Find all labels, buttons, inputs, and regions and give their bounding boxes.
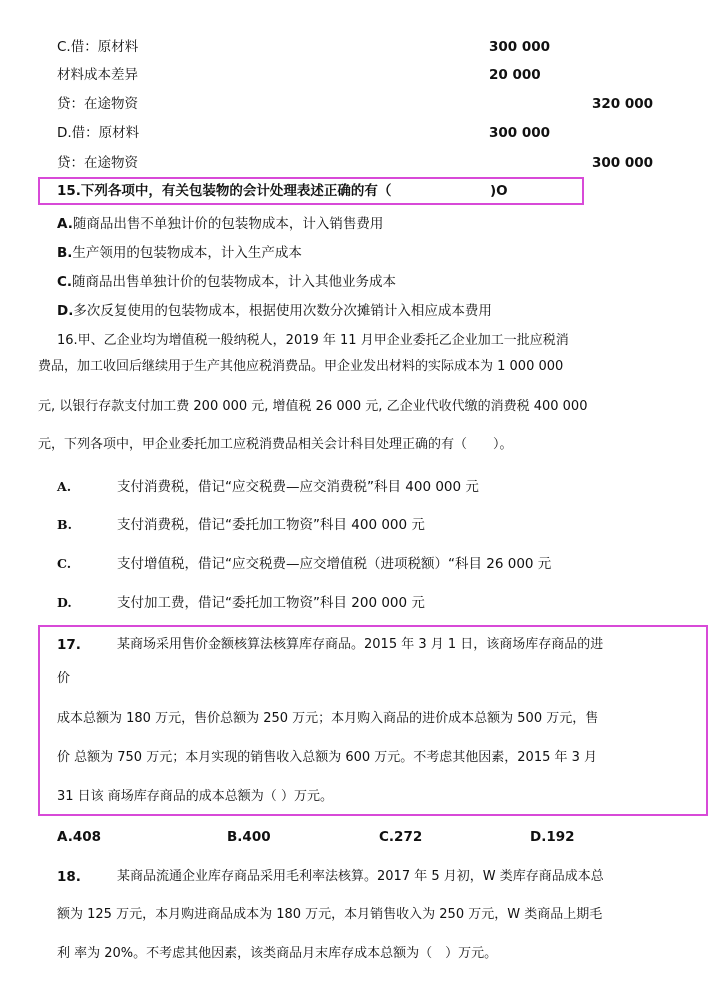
- journal-account: 贷：在途物资: [57, 96, 138, 112]
- option-text: 随商品出售单独计价的包装物成本，计入其他业务成本: [72, 274, 397, 290]
- question-16-option-c: 支付增值税，借记“应交税费—应交增值税（进项税额）“科目 26 000 元: [117, 556, 552, 572]
- question-16-line: 元，下列各项中，甲企业委托加工应税消费品相关会计科目处理正确的有（ ）。: [38, 437, 513, 452]
- question-17-line: 成本总额为 180 万元，售价总额为 250 万元；本月购入商品的进价成本总额为 500 万元，售: [57, 711, 599, 726]
- option-value: 408: [72, 829, 102, 845]
- question-number: 18.: [57, 869, 81, 885]
- journal-account: D.借：原材料: [57, 125, 140, 141]
- question-number: 17.: [57, 637, 81, 653]
- option-letter: D.: [530, 829, 547, 845]
- question-16-line: 16.甲、乙企业均为增值税一般纳税人，2019 年 11 月甲企业委托乙企业加工一批应税消: [57, 333, 569, 348]
- option-value: 272: [394, 829, 423, 845]
- option-letter: D.: [57, 303, 74, 319]
- journal-debit: 20 000: [489, 67, 541, 83]
- question-17-line: 某商场采用售价金额核算法核算库存商品。2015 年 3 月 1 日，该商场库存商品的进: [117, 637, 604, 652]
- question-16-line: 元, 以银行存款支付加工费 200 000 元, 增值税 26 000 元, 乙企业代收代缴的消费税 400 000: [38, 399, 588, 414]
- question-18-line: 某商品流通企业库存商品采用毛利率法核算。2017 年 5 月初，W 类库存商品成本总: [117, 869, 604, 884]
- journal-credit: 320 000: [592, 96, 654, 112]
- question-17-line: 价: [57, 671, 71, 686]
- option-letter: B.: [227, 829, 243, 845]
- question-17-option-b: [227, 828, 271, 846]
- journal-account: 贷：在途物资: [57, 155, 138, 171]
- journal-debit: 300 000: [489, 39, 551, 55]
- question-15-option-d: [57, 302, 492, 320]
- question-17-option-d: [530, 828, 575, 846]
- option-letter: C.: [57, 556, 72, 571]
- option-letter: B.: [57, 245, 73, 261]
- question-16-line: 费品，加工收回后继续用于生产其他应税消费品。甲企业发出材料的实际成本为 1 000 000: [38, 359, 564, 374]
- question-16-option-d: 支付加工费，借记“委托加工物资”科目 200 000 元: [117, 595, 425, 611]
- question-number: 15.: [57, 183, 81, 199]
- option-value: 192: [546, 829, 575, 845]
- question-17-option-c: [379, 828, 422, 846]
- question-17-line: 价 总额为 750 万元；本月实现的销售收入总额为 600 万元。不考虑其他因素，2015 年 3 月: [57, 750, 598, 765]
- option-letter: A.: [57, 829, 73, 845]
- option-text: 随商品出售不单独计价的包装物成本，计入销售费用: [72, 216, 384, 232]
- option-value: 400: [242, 829, 271, 845]
- option-letter: D.: [57, 595, 72, 610]
- question-stem: 下列各项中，有关包装物的会计处理表述正确的有（: [80, 183, 392, 199]
- option-text: 生产领用的包装物成本，计入生产成本: [72, 245, 302, 261]
- question-15-option-b: [57, 244, 302, 262]
- question-15-option-c: [57, 273, 396, 291]
- option-letter: C.: [379, 829, 395, 845]
- question-17-line: 31 日该 商场库存商品的成本总额为（ ）万元。: [57, 789, 333, 804]
- option-letter: B.: [57, 517, 72, 532]
- option-letter: A.: [57, 479, 72, 494]
- question-18-line: 额为 125 万元，本月购进商品成本为 180 万元，本月销售收入为 250 万元，W 类商品上期毛: [57, 907, 603, 922]
- question-18-line: 利 率为 20%。不考虑其他因素，该类商品月末库存成本总额为（ ）万元。: [57, 946, 498, 961]
- question-17-option-a: [57, 828, 101, 846]
- journal-account: C.借：原材料: [57, 39, 139, 55]
- question-15-stem: [57, 182, 391, 200]
- question-16-option-b: 支付消费税，借记“委托加工物资”科目 400 000 元: [117, 517, 425, 533]
- option-letter: C.: [57, 274, 73, 290]
- option-letter: A.: [57, 216, 73, 232]
- question-16-option-a: 支付消费税，借记“应交税费—应交消费税”科目 400 000 元: [117, 479, 479, 495]
- question-15-option-a: [57, 215, 383, 233]
- journal-debit: 300 000: [489, 125, 551, 141]
- option-text: 多次反复使用的包装物成本，根据使用次数分次摊销计入相应成本费用: [73, 303, 492, 319]
- journal-credit: 300 000: [592, 155, 654, 171]
- question-15-stem-end: )O: [490, 183, 508, 199]
- journal-account: 材料成本差异: [57, 67, 138, 83]
